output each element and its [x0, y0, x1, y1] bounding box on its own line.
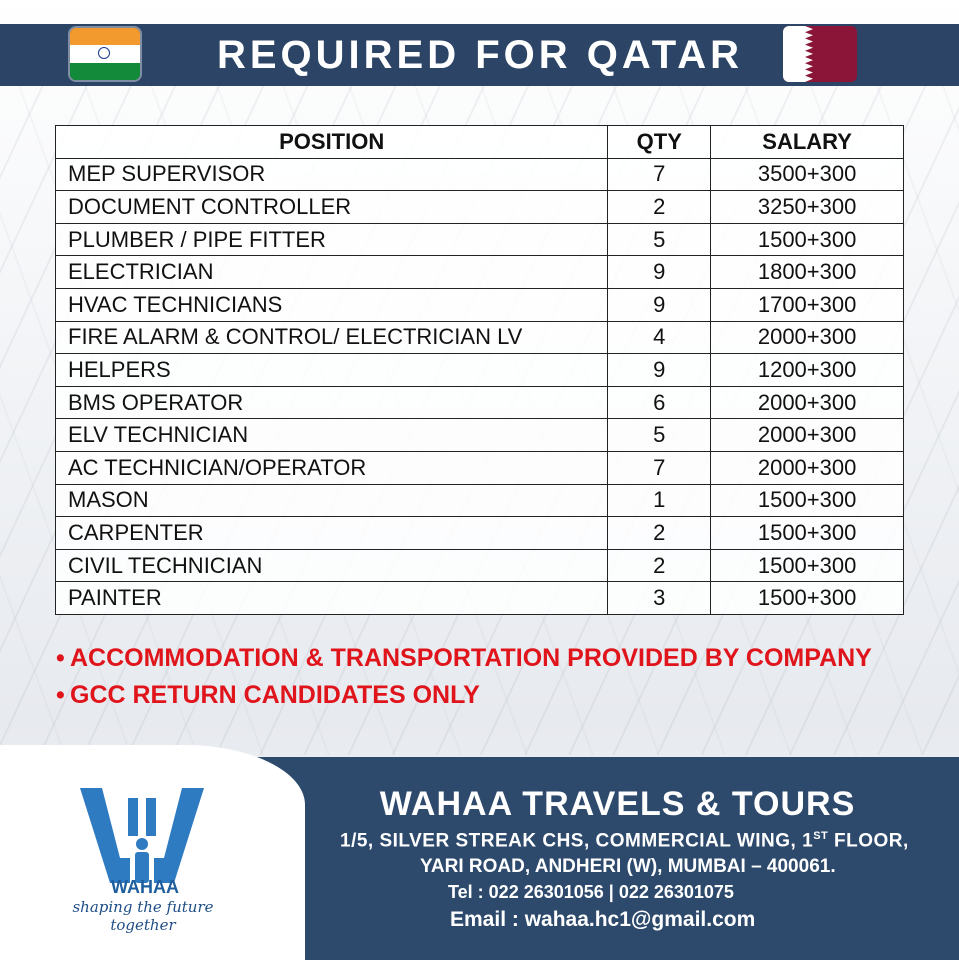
address-line-1 — [340, 830, 930, 852]
column-header-salary: SALARY — [711, 126, 904, 159]
positions-table — [55, 125, 904, 615]
cell-position: HVAC TECHNICIANS — [56, 288, 608, 321]
cell-salary: 1500+300 — [711, 517, 904, 550]
cell-qty: 9 — [608, 288, 711, 321]
cell-salary: 1500+300 — [711, 549, 904, 582]
table-row — [56, 451, 904, 484]
bullet: • — [56, 644, 65, 672]
cell-salary: 3250+300 — [711, 191, 904, 224]
cell-position: BMS OPERATOR — [56, 386, 608, 419]
cell-qty: 7 — [608, 451, 711, 484]
table-row — [56, 386, 904, 419]
address-line-1-sup: ST — [813, 830, 829, 842]
cell-position: ELV TECHNICIAN — [56, 419, 608, 452]
column-header-position: POSITION — [56, 126, 608, 159]
cell-salary: 1500+300 — [711, 223, 904, 256]
cell-position: HELPERS — [56, 354, 608, 387]
address-line-1-text: 1/5, SILVER STREAK CHS, COMMERCIAL WING, 1 — [340, 830, 814, 852]
cell-salary: 3500+300 — [711, 158, 904, 191]
table-row — [56, 517, 904, 550]
header-bar — [0, 24, 959, 86]
table-row — [56, 321, 904, 354]
qatar-flag-icon — [783, 26, 857, 82]
cell-salary: 1800+300 — [711, 256, 904, 289]
cell-position: FIRE ALARM & CONTROL/ ELECTRICIAN LV — [56, 321, 608, 354]
note-accommodation — [56, 640, 872, 677]
cell-salary: 2000+300 — [711, 321, 904, 354]
cell-position: MEP SUPERVISOR — [56, 158, 608, 191]
cell-qty: 3 — [608, 582, 711, 615]
company-name: WAHAA TRAVELS & TOURS — [379, 785, 856, 823]
cell-position: AC TECHNICIAN/OPERATOR — [56, 451, 608, 484]
cell-salary: 2000+300 — [711, 386, 904, 419]
table-row — [56, 354, 904, 387]
table-row — [56, 484, 904, 517]
cell-qty: 9 — [608, 354, 711, 387]
page-title: REQUIRED FOR QATAR — [216, 33, 744, 77]
table-row — [56, 549, 904, 582]
cell-qty: 6 — [608, 386, 711, 419]
table-row — [56, 223, 904, 256]
cell-salary: 2000+300 — [711, 451, 904, 484]
note-text: GCC RETURN CANDIDATES ONLY — [70, 681, 480, 709]
cell-salary: 1200+300 — [711, 354, 904, 387]
table-row — [56, 158, 904, 191]
note-text: ACCOMMODATION & TRANSPORTATION PROVIDED BY COMPANY — [70, 644, 872, 672]
table-row — [56, 288, 904, 321]
table-row — [56, 256, 904, 289]
cell-qty: 2 — [608, 549, 711, 582]
notes-list — [56, 640, 872, 714]
cell-position: PAINTER — [56, 582, 608, 615]
cell-salary: 1500+300 — [711, 484, 904, 517]
table-row — [56, 419, 904, 452]
logo-name: WAHAA — [111, 877, 179, 897]
note-gcc-return — [56, 677, 872, 714]
wahaa-logo-icon — [80, 788, 204, 883]
telephone: Tel : 022 26301056 | 022 26301075 — [448, 882, 734, 902]
logo-tagline: shaping the future together — [72, 898, 214, 934]
cell-position: CIVIL TECHNICIAN — [56, 549, 608, 582]
cell-qty: 5 — [608, 223, 711, 256]
table-header-row — [56, 126, 904, 159]
bullet: • — [56, 681, 65, 709]
cell-qty: 2 — [608, 517, 711, 550]
email: Email : wahaa.hc1@gmail.com — [450, 908, 756, 931]
cell-qty: 2 — [608, 191, 711, 224]
cell-position: MASON — [56, 484, 608, 517]
cell-qty: 1 — [608, 484, 711, 517]
cell-position: PLUMBER / PIPE FITTER — [56, 223, 608, 256]
cell-position: ELECTRICIAN — [56, 256, 608, 289]
cell-position: DOCUMENT CONTROLLER — [56, 191, 608, 224]
cell-qty: 5 — [608, 419, 711, 452]
cell-position: CARPENTER — [56, 517, 608, 550]
cell-salary: 1500+300 — [711, 582, 904, 615]
table-row — [56, 582, 904, 615]
cell-qty: 4 — [608, 321, 711, 354]
india-flag-icon — [70, 28, 140, 80]
cell-qty: 7 — [608, 158, 711, 191]
column-header-qty: QTY — [608, 126, 711, 159]
cell-qty: 9 — [608, 256, 711, 289]
cell-salary: 1700+300 — [711, 288, 904, 321]
address-line-1-text-end: FLOOR, — [828, 830, 909, 852]
cell-salary: 2000+300 — [711, 419, 904, 452]
address-line-2: YARI ROAD, ANDHERI (W), MUMBAI – 400061. — [420, 856, 836, 877]
table-row — [56, 191, 904, 224]
